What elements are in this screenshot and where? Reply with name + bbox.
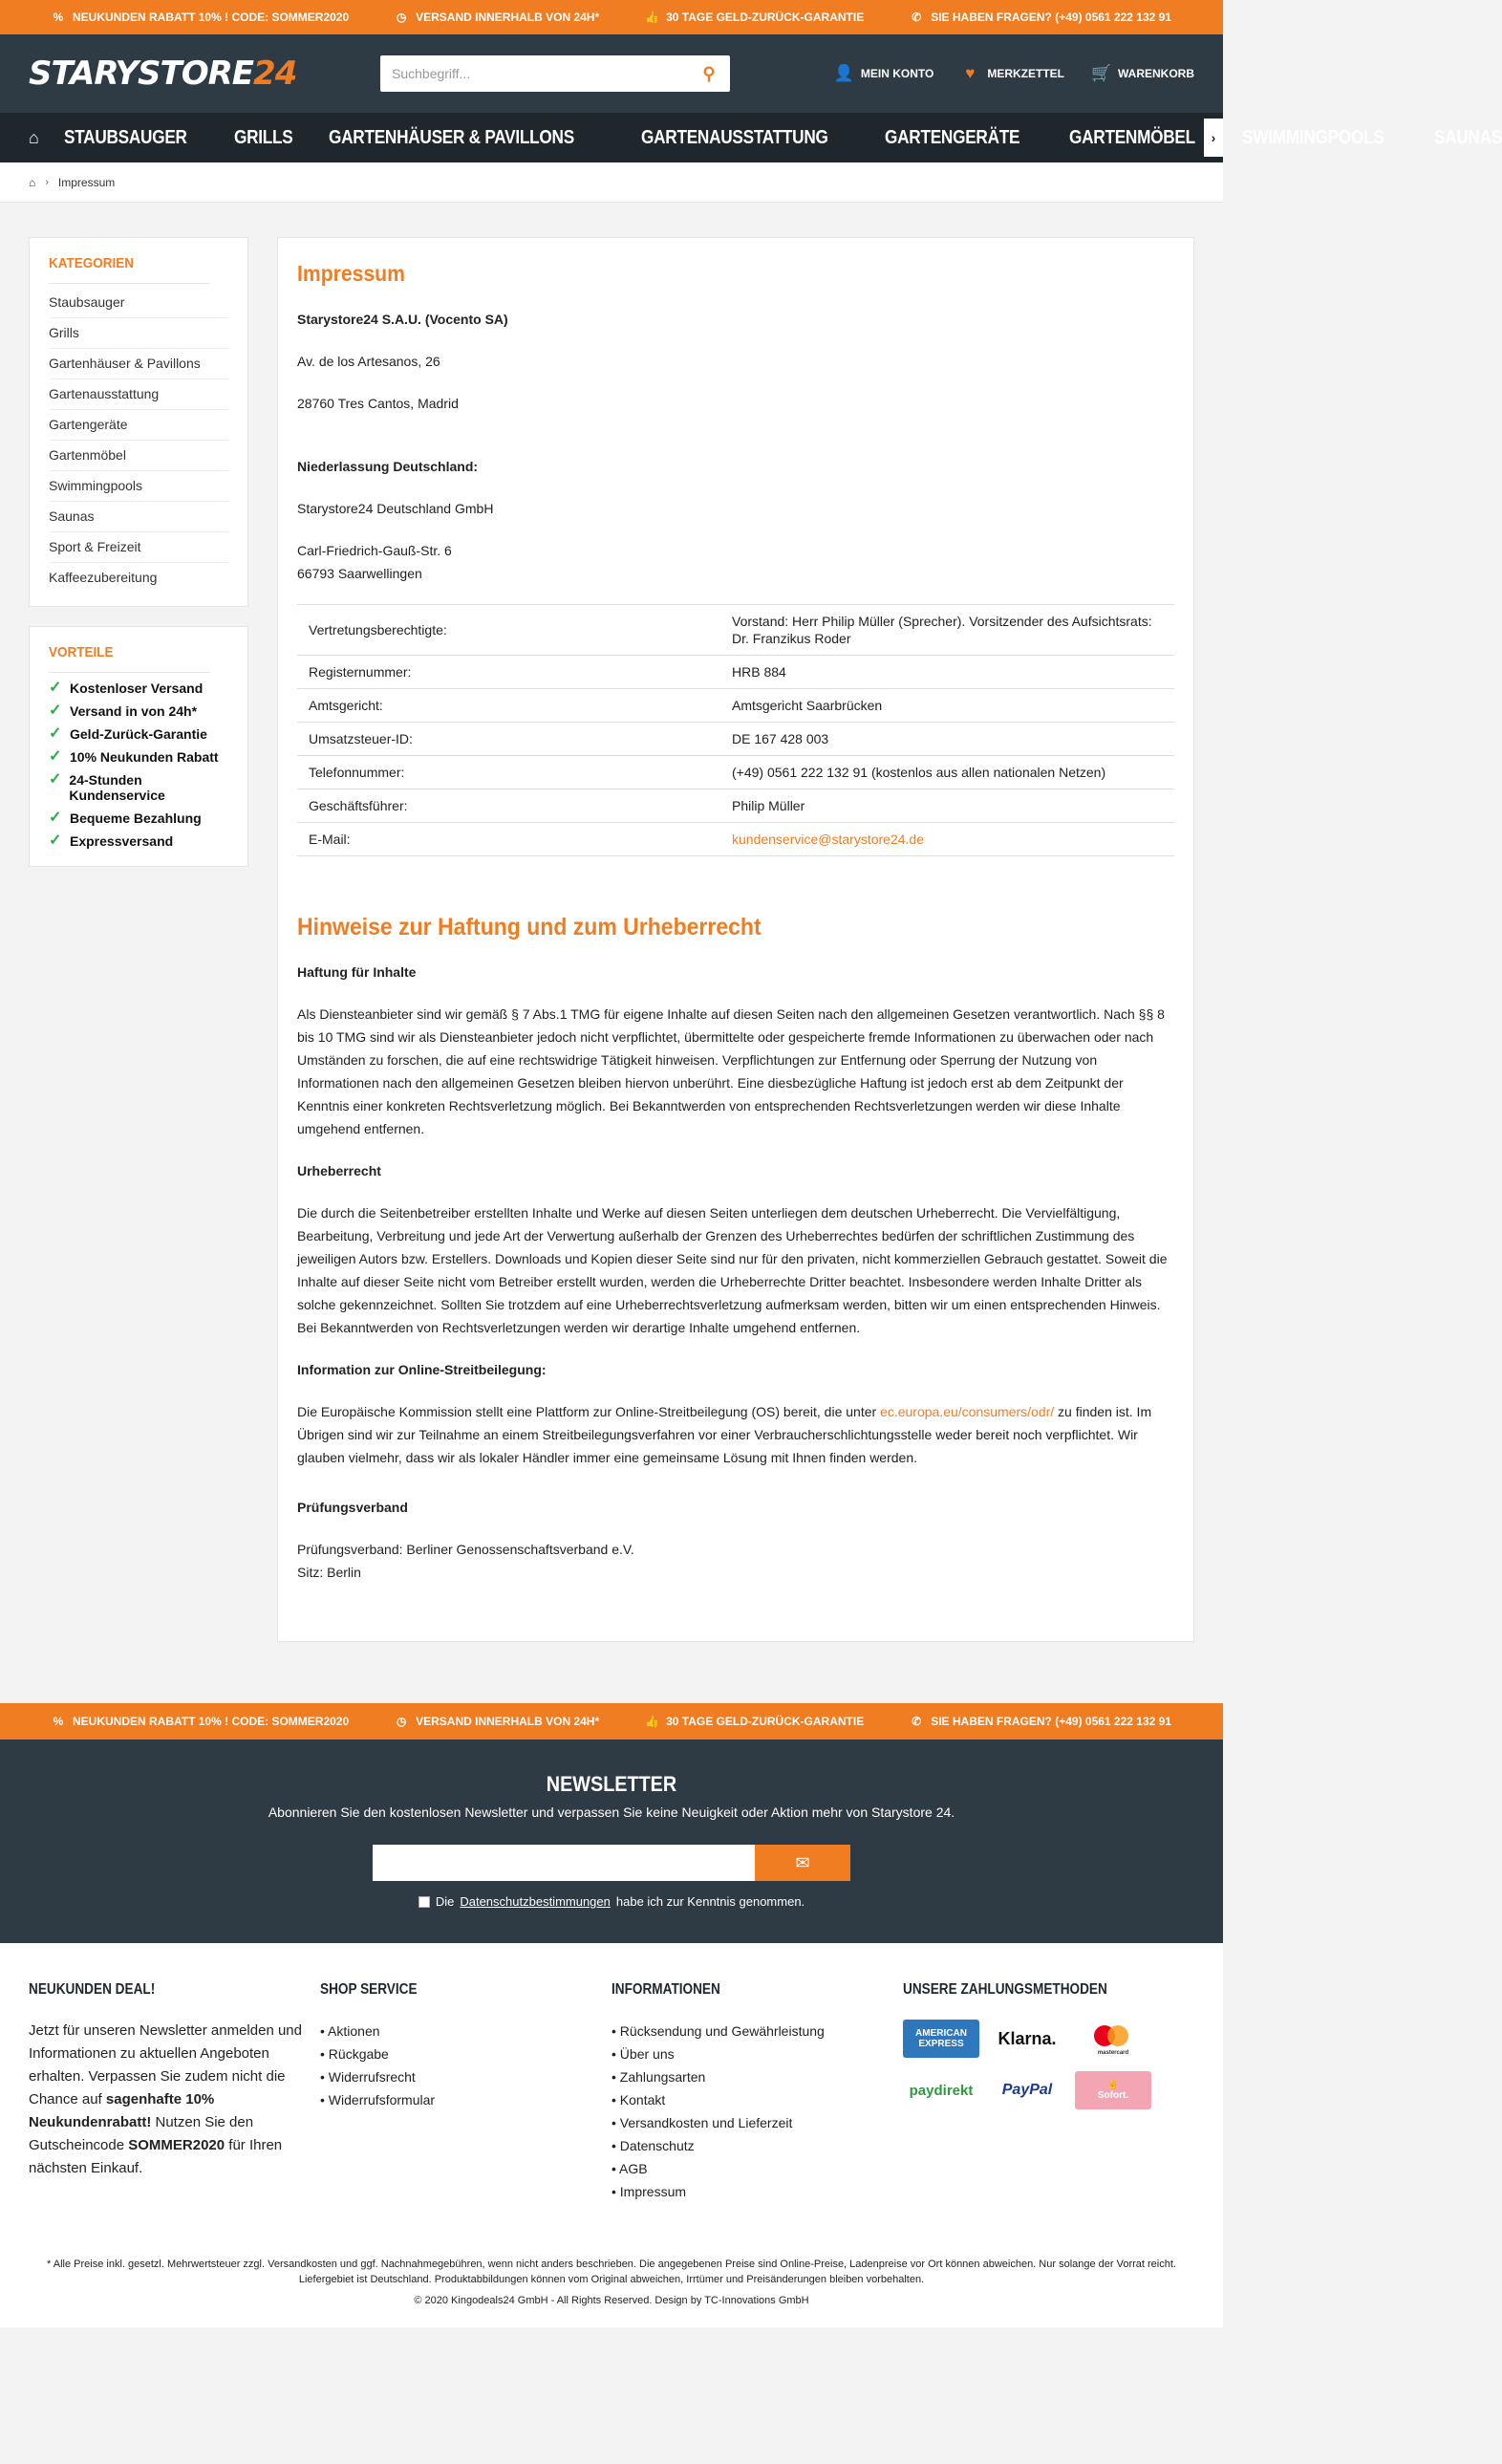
address-street: Av. de los Artesanos, 26 bbox=[297, 354, 440, 369]
table-row: Vertretungsberechtigte: Vorstand: Herr Philip Müller (Sprecher). Vorsitzender des Aufsichtsrats: Dr. Franzikus Roder bbox=[297, 605, 1174, 656]
footer-link[interactable]: Versandkosten und Lieferzeit bbox=[619, 2115, 793, 2130]
nav-scroll-right-icon[interactable]: › bbox=[1204, 119, 1223, 157]
footer-bar-item-shipping: ◷ VERSAND INNERHALB VON 24H* bbox=[396, 1715, 600, 1728]
company-name: Starystore24 S.A.U. (Vocento SA) bbox=[297, 312, 508, 327]
footer-link[interactable]: Zahlungsarten bbox=[619, 2069, 706, 2085]
email-link[interactable]: kundenservice@starystore24.de bbox=[732, 832, 924, 847]
footer-link[interactable]: Über uns bbox=[619, 2046, 675, 2062]
address-city: 28760 Tres Cantos, Madrid bbox=[297, 396, 459, 411]
odr-text: Die Europäische Kommission stellt eine Plattform zur Online-Streitbeilegung (OS) bereit, die unter ec.europa.eu/consumers/odr/ zu finden ist. Im Übrigen sind wir zur Teilnahme an einem Streitbeilegungsverfahren vor einer Verbraucherschlichtungsstelle weder bereit noch verpflichtet. Wir glauben vielmehr, dass wir als lokaler Händler immer eine gemeinsame Lösung mit Ihnen finden werden. bbox=[297, 1404, 1152, 1465]
copyright-heading: Urheberrecht bbox=[297, 1163, 381, 1178]
footer-link[interactable]: Widerrufsrecht bbox=[328, 2069, 416, 2085]
advantages-title: VORTEILE bbox=[49, 644, 210, 673]
audit-heading: Prüfungsverband bbox=[297, 1500, 408, 1515]
search-box bbox=[380, 55, 730, 92]
page-container bbox=[0, 203, 1223, 1703]
check-icon: ✓ bbox=[49, 832, 62, 849]
sidebar-category[interactable]: Gartenmöbel bbox=[49, 441, 228, 471]
phone-icon: ✆ bbox=[912, 1715, 922, 1728]
advantage-item: ✓ Bequeme Bezahlung bbox=[49, 810, 202, 826]
nav-item-staubsauger[interactable]: STAUBSAUGER bbox=[63, 126, 187, 148]
nav-item-saunas[interactable]: SAUNAS bbox=[1433, 126, 1502, 148]
search-input[interactable] bbox=[380, 66, 688, 81]
phone-icon: ✆ bbox=[912, 11, 922, 24]
newsletter-email-input[interactable] bbox=[373, 1845, 755, 1881]
breadcrumb bbox=[0, 162, 1223, 203]
footer-link[interactable]: Datenschutz bbox=[619, 2138, 695, 2153]
sidebar-category[interactable]: Swimmingpools bbox=[49, 471, 228, 502]
footer-link[interactable]: Rücksendung und Gewährleistung bbox=[619, 2023, 825, 2039]
table-row: Registernummer: HRB 884 bbox=[297, 656, 1174, 689]
odr-link[interactable]: ec.europa.eu/consumers/odr/ bbox=[880, 1404, 1055, 1419]
nav-item-swimmingpools[interactable]: SWIMMINGPOOLS bbox=[1241, 126, 1384, 148]
account-link[interactable]: 👤 MEIN KONTO bbox=[833, 64, 934, 82]
breadcrumb-home-icon[interactable]: ⌂ bbox=[29, 175, 36, 189]
check-icon: ✓ bbox=[49, 680, 62, 696]
clock-icon: ◷ bbox=[396, 1715, 407, 1728]
footer-columns bbox=[29, 1981, 1194, 2203]
table-row: Telefonnummer: (+49) 0561 222 132 91 (kostenlos aus allen nationalen Netzen) bbox=[297, 756, 1174, 789]
table-row: Amtsgericht: Amtsgericht Saarbrücken bbox=[297, 689, 1174, 723]
liability-section-title: Hinweise zur Haftung und zum Urheberrecht bbox=[297, 914, 762, 940]
site-header bbox=[0, 34, 1223, 113]
clock-icon: ◷ bbox=[396, 11, 407, 24]
topbar-item-guarantee: 👍 30 TAGE GELD-ZURÜCK-GARANTIE bbox=[645, 11, 865, 24]
advantage-item: ✓ 10% Neukunden Rabatt bbox=[49, 748, 219, 765]
cart-link[interactable]: 🛒 WARENKORB bbox=[1091, 64, 1194, 82]
sidebar bbox=[29, 237, 248, 1642]
footer-bar-item-discount: % NEUKUNDEN RABATT 10% ! CODE: SOMMER2020 bbox=[53, 1715, 350, 1728]
check-icon: ✓ bbox=[49, 771, 62, 788]
table-row: Umsatzsteuer-ID: DE 167 428 003 bbox=[297, 723, 1174, 756]
table-row: E-Mail: kundenservice@starystore24.de bbox=[297, 823, 1174, 856]
nav-item-gartenmoebel[interactable]: GARTENMÖBEL bbox=[1068, 126, 1195, 148]
newsletter-section bbox=[0, 1740, 1223, 1943]
sidebar-category[interactable]: Saunas bbox=[49, 502, 228, 532]
footer-payments: UNSERE ZAHLUNGSMETHODEN AMERICAN EXPRESS Klarna. mastercard paydirekt PayPal ✌ Sofort. bbox=[903, 1981, 1194, 2203]
footer-deal: NEUKUNDEN DEAL! Jetzt für unseren Newsletter anmelden und Informationen zu aktuellen Angeboten erhalten. Verpassen Sie zudem nicht die Chance auf sagenhafte 10% Neukundenrabatt! Nutzen Sie den Gutscheincode SOMMER2020 für Ihren nächsten Einkauf. bbox=[29, 1981, 320, 2203]
sidebar-category[interactable]: Gartenhäuser & Pavillons bbox=[49, 349, 228, 379]
footer-link[interactable]: Rückgabe bbox=[328, 2046, 389, 2062]
search-icon[interactable]: ⚲ bbox=[702, 63, 716, 83]
site-footer bbox=[0, 1943, 1223, 2327]
sidebar-category[interactable]: Staubsauger bbox=[49, 288, 228, 318]
heart-icon: ♥ bbox=[965, 64, 976, 82]
home-icon[interactable]: ⌂ bbox=[29, 127, 39, 147]
logo-accent: 24 bbox=[253, 54, 297, 93]
user-icon: 👤 bbox=[833, 64, 855, 82]
wishlist-link[interactable]: ♥ MERKZETTEL bbox=[960, 64, 1064, 83]
footer-info-bar bbox=[0, 1703, 1223, 1740]
legal-notice: * Alle Preise inkl. gesetzl. Mehrwertsteuer zzgl. Versandkosten und ggf. Nachnahmegebühren, wenn nicht anders beschrieben. Die angegebenen Preise sind Online-Preise, Ladenpreise vor Ort können abweichen. Nur solange der Vorrat reicht. Liefergebiet ist Deutschland. Produktabbildungen können vom Original abweichen, Irrtümer und Preisänderungen bleiben vorbehalten. © 2020 Kingodeals24 GmbH - All Rights Reserved. Design by TC-Innovations GmbH bbox=[29, 2257, 1194, 2308]
payment-methods bbox=[903, 2020, 1194, 2109]
amex-logo: AMERICAN EXPRESS bbox=[903, 2020, 979, 2058]
envelope-icon[interactable]: ✉ bbox=[755, 1845, 850, 1881]
footer-information: INFORMATIONEN • Rücksendung und Gewährleistung • Über uns • Zahlungsarten • Kontakt • Versandkosten und Lieferzeit • Datenschutz • AGB • Impressum bbox=[612, 1981, 903, 2203]
consent-checkbox[interactable] bbox=[418, 1896, 430, 1908]
branch-company: Starystore24 Deutschland GmbH bbox=[297, 501, 494, 516]
footer-link[interactable]: Aktionen bbox=[328, 2023, 380, 2039]
check-icon: ✓ bbox=[49, 702, 62, 719]
advantage-item: ✓ Geld-Zurück-Garantie bbox=[49, 725, 207, 742]
advantage-item: ✓ Expressversand bbox=[49, 832, 174, 849]
topbar-item-discount: % NEUKUNDEN RABATT 10% ! CODE: SOMMER2020 bbox=[53, 11, 350, 24]
advantage-item: ✓ Kostenloser Versand bbox=[49, 680, 204, 696]
logo-main: STARYSTORE bbox=[29, 54, 254, 93]
categories-box bbox=[29, 237, 248, 607]
advantage-item: ✓ 24-Stunden Kundenservice bbox=[49, 771, 165, 803]
breadcrumb-current: Impressum bbox=[57, 175, 116, 189]
percent-icon: % bbox=[53, 1715, 64, 1728]
newsletter-form bbox=[0, 1845, 1223, 1881]
percent-icon: % bbox=[53, 11, 64, 24]
newsletter-title: NEWSLETTER bbox=[546, 1772, 677, 1796]
liability-text: Als Diensteanbieter sind wir gemäß § 7 Abs.1 TMG für eigene Inhalte auf diesen Seiten nach den allgemeinen Gesetzen verantwortlich. Nach §§ 8 bis 10 TMG sind wir als Diensteanbieter jedoch nicht verpflichtet, übermittelte oder gespeicherte fremde Informationen zu überwachen oder nach Umständen zu forschen, die auf eine rechtswidrige Tätigkeit hinweisen. Verpflichtungen zur Entfernung oder Sperrung der Nutzung von Informationen nach den allgemeinen Gesetzen bleiben hiervon unberührt. Eine diesbezügliche Haftung ist jedoch erst ab dem Zeitpunkt der Kenntnis einer konkreten Rechtsverletzung möglich. Bei Bekanntwerden von entsprechenden Rechtsverletzungen werden wir diese Inhalte umgehend entfernen. bbox=[297, 1006, 1165, 1136]
advantage-item: ✓ Versand in von 24h* bbox=[49, 702, 198, 719]
copyright-text: Die durch die Seitenbetreiber erstellten Inhalte und Werke auf diesen Seiten unterliegen dem deutschen Urheberrecht. Die Vervielfältigung, Bearbeitung, Verbreitung und jede Art der Verwertung außerhalb der Grenzen des Urheberrechtes bedürfen der schriftlichen Zustimmung des jeweiligen Autors bzw. Erstellers. Downloads und Kopien dieser Seite sind nur für den privaten, nicht kommerziellen Gebrauch gestattet. Soweit die Inhalte auf dieser Seite nicht vom Betreiber erstellt wurden, werden die Urheberrechte Dritter beachtet. Insbesondere werden Inhalte Dritter als solche gekennzeichnet. Sollten Sie trotzdem auf eine Urheberrechtsverletzung aufmerksam werden, bitten wir um einen entsprechenden Hinweis. Bei Bekanntwerden von Rechtsverletzungen werden wir derartige Inhalte umgehend entfernen. bbox=[297, 1205, 1168, 1335]
footer-link[interactable]: Widerrufsformular bbox=[328, 2092, 436, 2107]
header-actions bbox=[834, 64, 1194, 83]
categories-title: KATEGORIEN bbox=[49, 255, 210, 284]
thumbs-up-icon: 👍 bbox=[645, 11, 660, 24]
audit-text: Prüfungsverband: Berliner Genossenschaftsverband e.V. Sitz: Berlin bbox=[297, 1542, 634, 1580]
main-navigation bbox=[0, 113, 1502, 162]
deal-text: Jetzt für unseren Newsletter anmelden und Informationen zu aktuellen Angeboten erhalten. Verpassen Sie zudem nicht die Chance auf sagenhafte 10% Neukundenrabatt! Nutzen Sie den Gutscheincode SOMMER2020 für Ihren nächsten Einkauf. bbox=[29, 2022, 302, 2176]
chevron-right-icon: › bbox=[45, 176, 49, 188]
footer-bar-item-phone[interactable]: ✆ SIE HABEN FRAGEN? (+49) 0561 222 132 91 bbox=[912, 1715, 1171, 1728]
table-row: Geschäftsführer: Philip Müller bbox=[297, 789, 1174, 823]
liability-heading: Haftung für Inhalte bbox=[297, 964, 417, 980]
check-icon: ✓ bbox=[49, 810, 62, 826]
odr-heading: Information zur Online-Streitbeilegung: bbox=[297, 1362, 547, 1377]
branch-address: Carl-Friedrich-Gauß-Str. 6 66793 Saarwellingen bbox=[297, 543, 452, 581]
topbar-item-phone[interactable]: ✆ SIE HABEN FRAGEN? (+49) 0561 222 132 91 bbox=[912, 11, 1171, 24]
sidebar-category[interactable]: Sport & Freizeit bbox=[49, 532, 228, 563]
branch-title: Niederlassung Deutschland: bbox=[297, 459, 479, 474]
klarna-logo: Klarna. bbox=[998, 2028, 1057, 2048]
victory-hand-icon: ✌ bbox=[1106, 2080, 1120, 2090]
nav-item-grills[interactable]: GRILLS bbox=[233, 126, 293, 148]
footer-link[interactable]: AGB bbox=[619, 2161, 648, 2176]
paydirekt-logo: paydirekt bbox=[909, 2082, 974, 2099]
company-info-table bbox=[297, 604, 1174, 856]
sidebar-category[interactable]: Kaffeezubereitung bbox=[49, 570, 158, 585]
footer-link[interactable]: Kontakt bbox=[619, 2092, 666, 2107]
sidebar-category[interactable]: Gartengeräte bbox=[49, 410, 228, 441]
footer-bar-item-guarantee: 👍 30 TAGE GELD-ZURÜCK-GARANTIE bbox=[645, 1715, 865, 1728]
topbar-item-shipping: ◷ VERSAND INNERHALB VON 24H* bbox=[396, 11, 600, 24]
footer-shop-service: SHOP SERVICE • Aktionen • Rückgabe • Widerrufsrecht • Widerrufsformular bbox=[320, 1981, 612, 2203]
copyright: © 2020 Kingodeals24 GmbH - All Rights Reserved. Design by TC-Innovations GmbH bbox=[414, 2295, 809, 2306]
sidebar-category[interactable]: Grills bbox=[49, 318, 228, 349]
site-logo[interactable] bbox=[29, 54, 380, 93]
paypal-logo: PayPal bbox=[1001, 2082, 1053, 2098]
advantages-box bbox=[29, 626, 248, 867]
page-title: Impressum bbox=[297, 261, 405, 286]
nav-item-gartenhaeuser[interactable]: GARTENHÄUSER & PAVILLONS bbox=[329, 126, 575, 148]
check-icon: ✓ bbox=[49, 748, 62, 765]
sidebar-category[interactable]: Gartenausstattung bbox=[49, 379, 228, 410]
check-icon: ✓ bbox=[49, 725, 62, 742]
sofort-logo: ✌ Sofort. bbox=[1075, 2071, 1151, 2109]
footer-link[interactable]: Impressum bbox=[619, 2184, 687, 2199]
top-info-bar bbox=[0, 0, 1223, 34]
cart-icon: 🛒 bbox=[1091, 64, 1112, 82]
mastercard-logo: mastercard bbox=[1075, 2020, 1151, 2058]
impressum-content bbox=[277, 237, 1194, 1642]
thumbs-up-icon: 👍 bbox=[645, 1715, 660, 1728]
nav-item-gartengeraete[interactable]: GARTENGERÄTE bbox=[885, 126, 1020, 148]
nav-item-gartenausstattung[interactable]: GARTENAUSSTATTUNG bbox=[640, 126, 828, 148]
newsletter-subtitle: Abonnieren Sie den kostenlosen Newsletter und verpassen Sie keine Neuigkeit oder Aktion mehr von Starystore 24. bbox=[268, 1805, 955, 1820]
newsletter-consent: Die Datenschutzbestimmungen habe ich zur Kenntnis genommen. bbox=[0, 1894, 1223, 1909]
privacy-link[interactable]: Datenschutzbestimmungen bbox=[460, 1894, 611, 1909]
